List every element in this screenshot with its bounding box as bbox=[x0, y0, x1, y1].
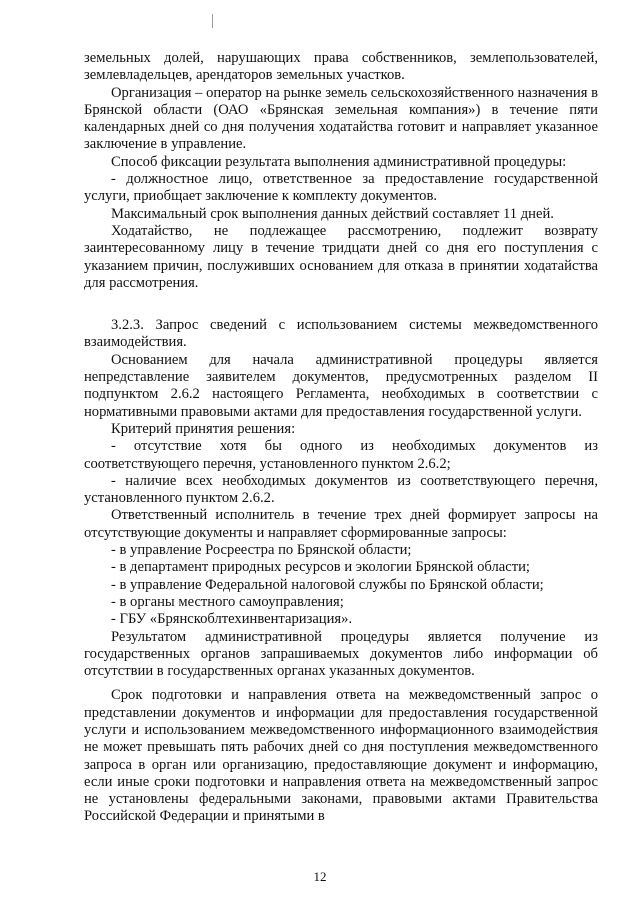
paragraph-11: - наличие всех необходимых документов из соответствующего перечня, установленного пунктом 2.6.2. bbox=[84, 472, 598, 507]
document-body bbox=[84, 50, 598, 826]
list-item-department: - в департамент природных ресурсов и экологии Брянской области; bbox=[111, 559, 530, 576]
paragraph-5: Максимальный срок выполнения данных действий составляет 11 дней. bbox=[111, 205, 554, 222]
list-item-local-government: - в органы местного самоуправления; bbox=[111, 593, 344, 610]
paragraph-18: Результатом административной процедуры является получение из государственных органов запрашиваемых документов либо информации об отсутствии в государственных органах указанных документов. bbox=[84, 628, 598, 680]
list-item-gbu: - ГБУ «Брянскоблтехинвентаризация». bbox=[111, 611, 353, 628]
paragraph-2: Организация – оператор на рынке земель сельскохозяйственного назначения в Брянской области (ОАО «Брянская земельная компания») в течение пяти календарных дней со дня получения ходатайства готовит и направляет указанное заключение в управление. bbox=[84, 84, 598, 153]
scan-artifact-mark bbox=[212, 14, 213, 28]
paragraph-6: Ходатайство, не подлежащее рассмотрению, подлежит возврату заинтересованному лицу в течение тридцати дней со дня его поступления с указанием причин, послуживших основанием для отказа в принятии ходатайства для рассмотрения. bbox=[84, 222, 598, 291]
paragraph-4: - должностное лицо, ответственное за предоставление государственной услуги, приобщает заключение к комплекту документов. bbox=[84, 171, 598, 205]
paragraph-3: Способ фиксации результата выполнения административной процедуры: bbox=[111, 153, 567, 170]
list-item-tax-service: - в управление Федеральной налоговой службы по Брянской области; bbox=[111, 576, 544, 593]
paragraph-1: земельных долей, нарушающих права собственников, землепользователей, землевладельцев, арендаторов земельных участков. bbox=[84, 50, 598, 84]
paragraph-10: - отсутствие хотя бы одного из необходимых документов из соответствующего перечня, установленного пунктом 2.6.2; bbox=[84, 438, 598, 472]
page-number: 12 bbox=[313, 869, 327, 884]
list-item-rosreestr: - в управление Росреестра по Брянской области; bbox=[111, 542, 412, 559]
section-heading-3-2-3: 3.2.3. Запрос сведений с использованием системы межведомственного взаимодействия. bbox=[84, 317, 598, 351]
paragraph-12: Ответственный исполнитель в течение трех дней формирует запросы на отсутствующие документы и направляет сформированные запросы: bbox=[84, 507, 598, 541]
paragraph-8: Основанием для начала административной процедуры является непредставление заявителем документов, предусмотренных разделом II подпунктом 2.6.2 настоящего Регламента, необходимых в соответствии с нормативными правовыми актами для предоставления государственной услуги. bbox=[84, 351, 598, 420]
paragraph-19: Срок подготовки и направления ответа на межведомственный запрос о представлении документов и информации для предоставления государственной услуги и использованием межведомственного информационного взаимодействия не может превышать пять рабочих дней со дня поступления межведомственного запроса в орган или организацию, предоставляющие документ и информацию, если иные сроки подготовки и направления ответа на межведомственный запрос не установлены федеральными законами, правовыми актами Правительства Российской Федерации и принятыми в bbox=[84, 687, 598, 825]
paragraph-9: Критерий принятия решения: bbox=[111, 420, 296, 437]
